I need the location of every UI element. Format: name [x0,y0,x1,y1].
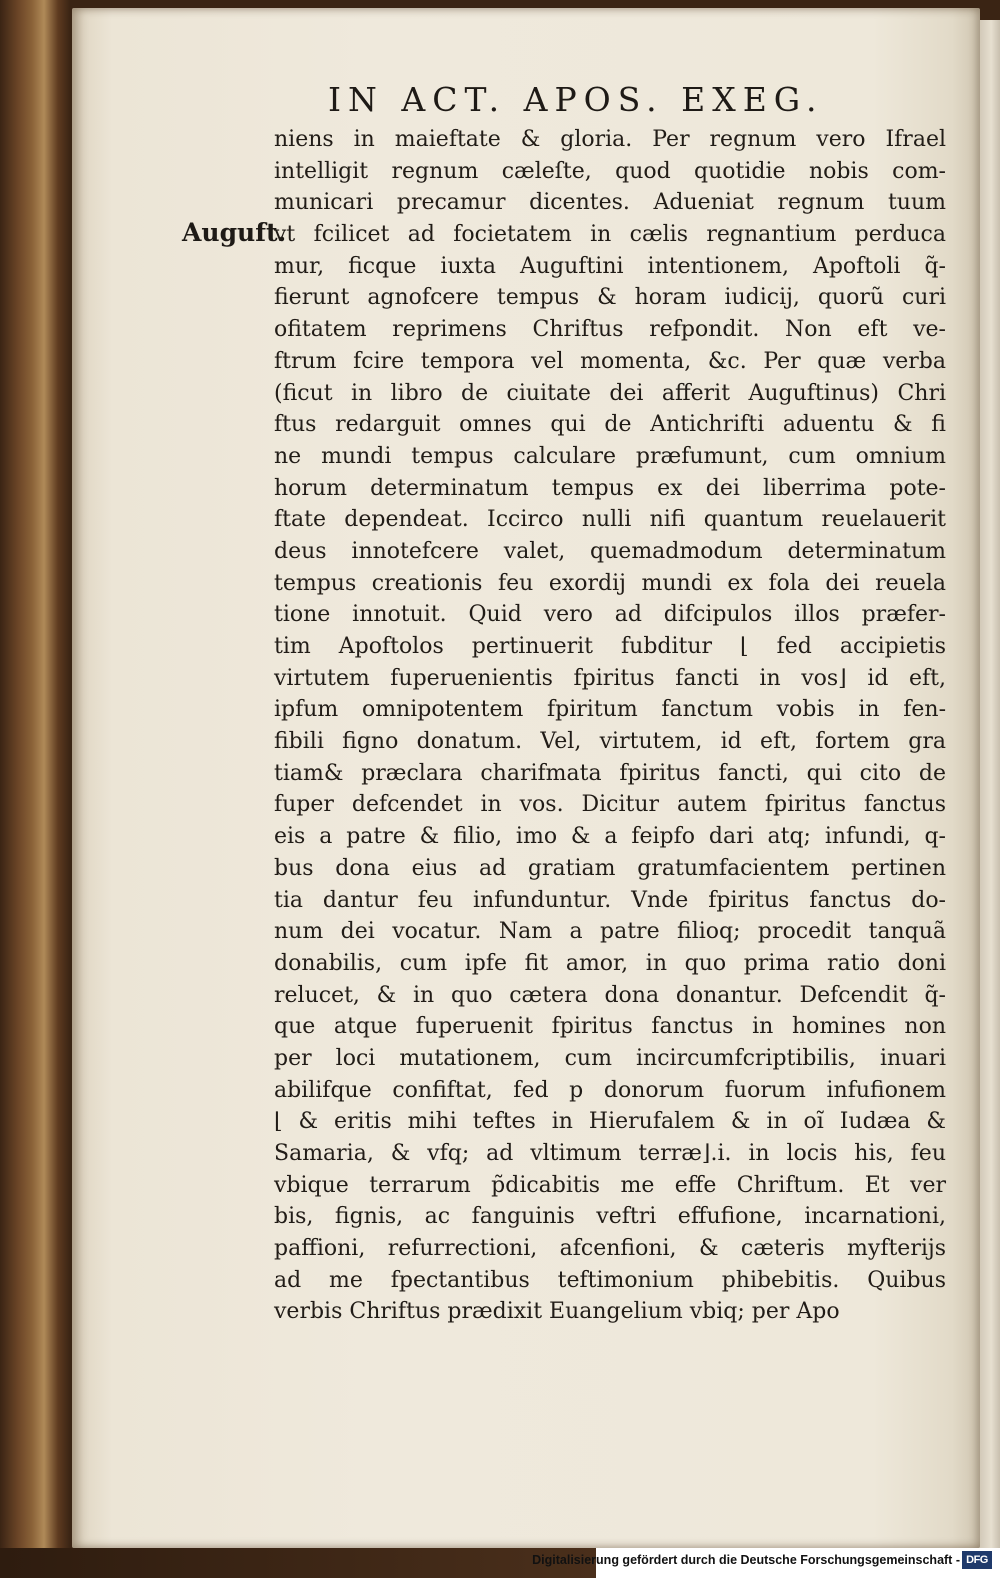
text-line: ftus redarguit omnes qui de Antichrifti aduentu & fi [274,412,946,438]
text-line: horum determinatum tempus ex dei liberrima pote- [274,475,946,501]
scan-bottom-edge [0,1548,596,1578]
text-line: abilifque confiftat, fed p donorum fuorum infufionem [274,1077,946,1103]
running-head: IN ACT. APOS. EXEG. [328,80,824,119]
text-line: Samaria, & vfq; ad vltimum terræ⌋.i. in locis his, feu [274,1141,946,1166]
text-line: bus dona eius ad gratiam gratumfacientem pertinen [274,855,946,881]
text-line: ofitatem reprimens Chriftus refpondit. Non eft ve- [274,317,946,343]
text-line: mur, ficque iuxta Auguftini intentionem, Apoftoli q̃- [274,253,946,279]
text-line: vt fcilicet ad focietatem in cælis regnantium perduca [274,222,946,248]
text-line: num dei vocatur. Nam a patre filioq; procedit tanquã [274,919,946,945]
text-line: tiam& præclara charifmata fpiritus fancti, qui cito de [274,760,946,786]
text-line: fibili figno donatum. Vel, virtutem, id eft, fortem gra [274,729,946,755]
text-line: ftrum fcire tempora vel momenta, &c. Per quæ verba [274,348,946,374]
text-line: fuper defcendet in vos. Dicitur autem fpiritus fanctus [274,792,946,818]
text-line: ipfum omnipotentem fpiritum fanctum vobis in fen- [274,697,946,723]
text-line: tione innotuit. Quid vero ad difcipulos illos præfer- [274,602,946,628]
text-line: per loci mutationem, cum incircumfcriptibilis, inuari [274,1045,946,1071]
text-line: virtutem fuperuenientis fpiritus fancti in vos⌋ id eft, [274,665,946,691]
text-line: ⌊ & eritis mihi teftes in Hierufalem & in oĩ Iudæa & [274,1109,946,1135]
text-line: niens in maieftate & gloria. Per regnum vero Ifrael [274,127,946,152]
text-line: fierunt agnofcere tempus & horam iudicij, quorũ curi [274,285,946,311]
text-line: bis, fignis, ac fanguinis veftri effufione, incarnationi, [274,1204,946,1230]
text-line: ad me fpectantibus teftimonium phibebitis. Quibus [274,1267,946,1293]
text-line: tempus creationis feu exordij mundi ex fola dei reuela [274,570,946,596]
text-line: verbis Chriftus prædixit Euangelium vbiq; per Apo [274,1299,840,1325]
text-line: tia dantur feu infunduntur. Vnde fpiritus fanctus do- [274,887,946,913]
text-line: deus innotefcere valet, quemadmodum determinatum [274,538,946,564]
text-line: tim Apoftolos pertinuerit fubditur ⌊ fed accipietis [274,634,946,659]
text-line: paffioni, refurrectioni, afcenfioni, & cæteris myfterijs [274,1236,946,1262]
text-line: relucet, & in quo cætera dona donantur. Defcendit q̃- [274,982,946,1008]
body-text [274,124,954,1328]
text-line: vbique terrarum p̃dicabitis me effe Chriftum. Et ver [274,1172,946,1198]
footer-credit: Digitalisierung gefördert durch die Deutsche Forschungsgemeinschaft - [532,1553,960,1567]
dfg-logo: DFG [962,1551,992,1569]
text-line: intelligit regnum cæleſte, quod quotidie nobis com- [274,158,946,184]
text-line: eis a patre & filio, imo & a feipfo dari atq; infundi, q- [274,824,946,850]
marginal-note: Auguft. [182,218,287,247]
text-line: que atque fuperuenit fpiritus fanctus in homines non [274,1014,946,1040]
page-edge [978,20,1000,1550]
text-line: donabilis, cum ipfe fit amor, in quo prima ratio doni [274,950,946,976]
text-line: municari precamur dicentes. Adueniat regnum tuum [274,190,946,216]
text-line: ne mundi tempus calculare præfumunt, cum omnium [274,443,946,469]
text-line: (ficut in libro de ciuitate dei afferit Auguftinus) Chri [274,380,946,406]
text-line: ftate dependeat. Iccirco nulli nifi quantum reuelauerit [274,507,946,533]
